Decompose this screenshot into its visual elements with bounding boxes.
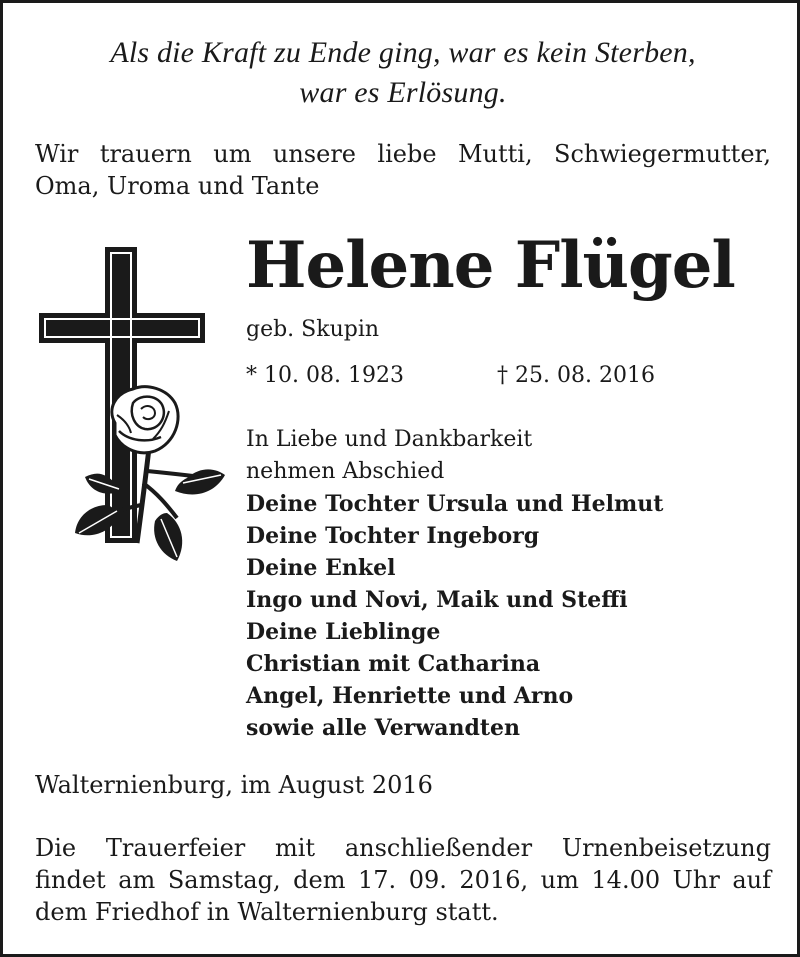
mourner-line: Angel, Henriette und Arno [246, 683, 574, 709]
mourner-line: Christian mit Catharina [246, 651, 541, 677]
mourner-line: Deine Lieblinge [246, 619, 441, 645]
mourner-line: Deine Enkel [246, 555, 396, 581]
service-line: dem Friedhof in Walternienburg statt. [35, 898, 499, 926]
funeral-service-info [35, 832, 771, 928]
motto-line-1: Als die Kraft zu Ende ging, war es kein Sterben, [110, 36, 696, 69]
mourner-line: Deine Tochter Ingeborg [246, 523, 540, 549]
mourners-intro-line: In Liebe und Dankbarkeit [246, 427, 533, 452]
rose-icon [75, 387, 225, 561]
mourners-block [246, 424, 766, 744]
place-and-date: Walternienburg, im August 2016 [35, 771, 433, 799]
motto-quote [3, 33, 800, 113]
cross-and-rose-emblem [37, 243, 227, 583]
service-line: Die Trauerfeier mit anschließender Urnenbeisetzung [35, 834, 771, 862]
mourner-line: sowie alle Verwandten [246, 715, 521, 741]
death-date: † 25. 08. 2016 [497, 363, 655, 388]
birth-date: * 10. 08. 1923 [246, 363, 404, 388]
deceased-name: Helene Flügel [246, 228, 735, 303]
mourner-line: Ingo und Novi, Maik und Steffi [246, 587, 628, 613]
intro-text [35, 138, 771, 202]
intro-line-2: Oma, Uroma und Tante [35, 172, 320, 200]
service-line: findet am Samstag, dem 17. 09. 2016, um 14.00 Uhr auf [35, 866, 771, 894]
intro-line-1: Wir trauern um unsere liebe Mutti, Schwiegermutter, [35, 140, 771, 168]
mourners-intro-line: nehmen Abschied [246, 459, 445, 484]
mourner-line: Deine Tochter Ursula und Helmut [246, 491, 664, 517]
maiden-name: geb. Skupin [246, 317, 380, 342]
motto-line-2: war es Erlösung. [299, 76, 507, 109]
